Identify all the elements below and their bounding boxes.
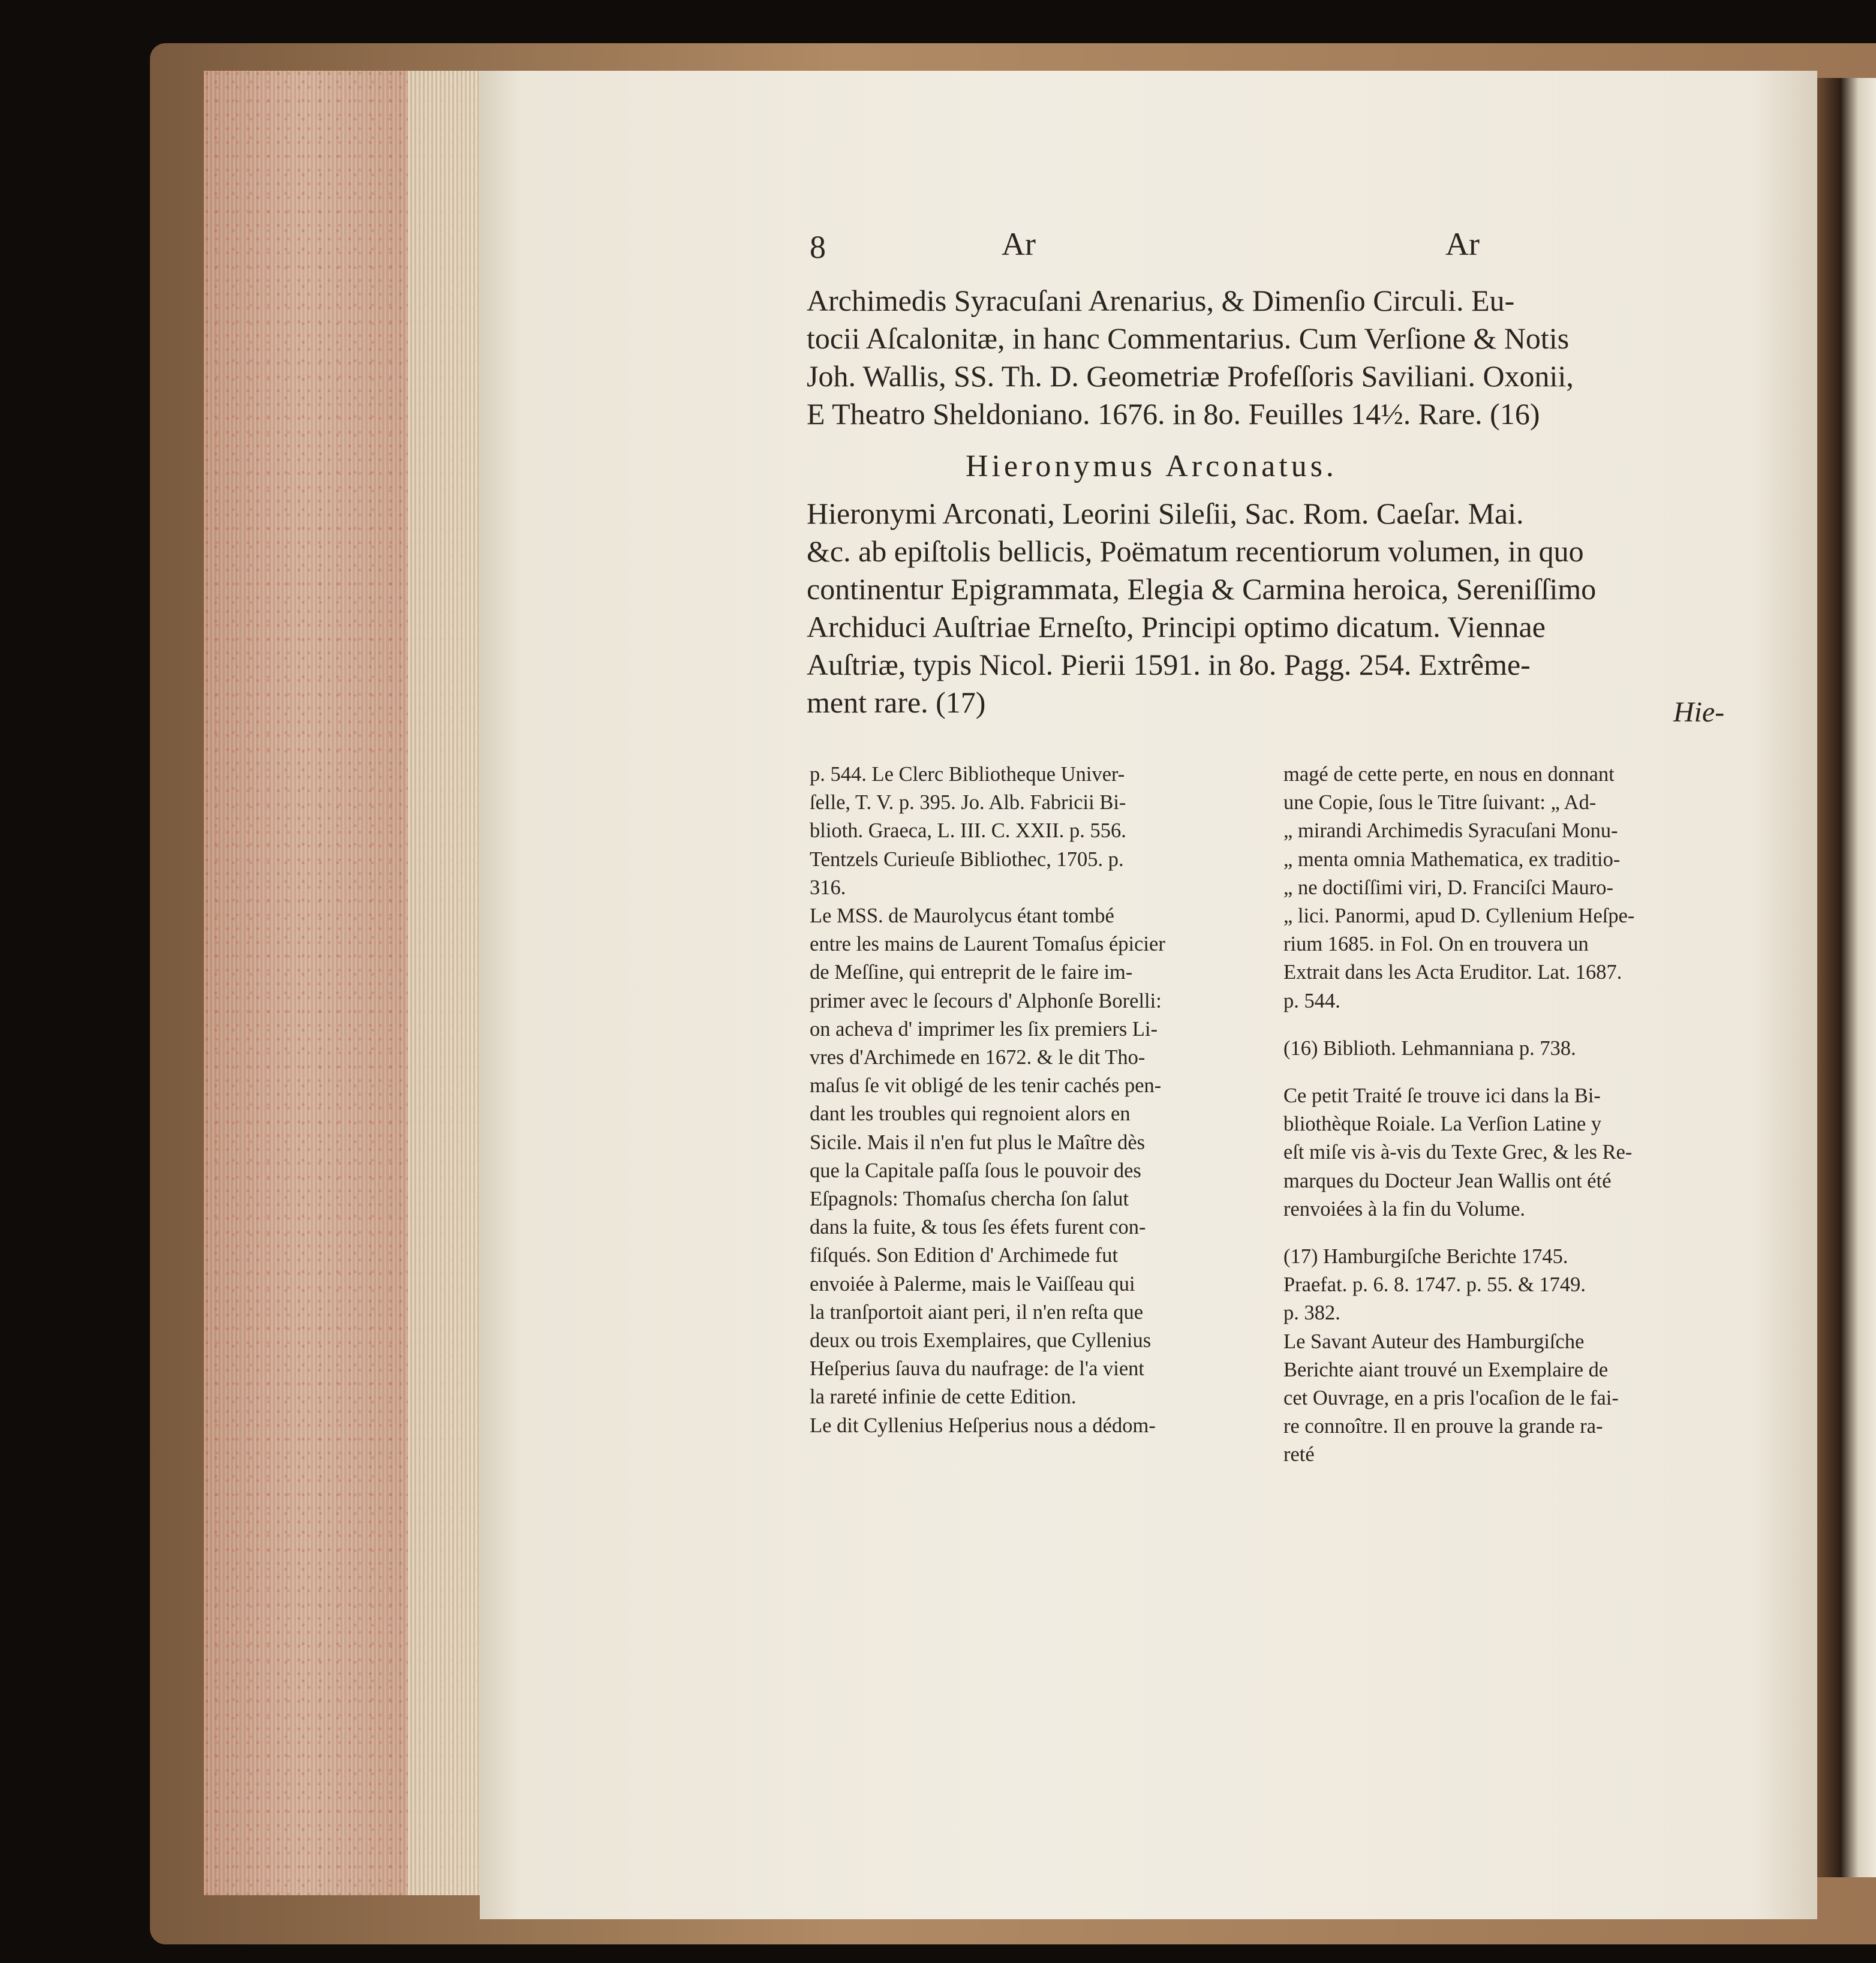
entry-line: ment rare. (17) [807, 686, 986, 719]
note-line: ſelle, T. V. p. 395. Jo. Alb. Fabricii Bi- [810, 791, 1126, 814]
note-line: eſt miſe vis à-vis du Texte Grec, & les Re- [1283, 1141, 1633, 1164]
entry-line: &c. ab epiſtolis bellicis, Poëmatum recentiorum volumen, in quo [807, 534, 1584, 568]
note-line: Eſpagnols: Thomaſus chercha ſon ſalut [810, 1188, 1129, 1211]
note-line: Berichte aiant trouvé un Exemplaire de [1283, 1358, 1609, 1381]
note-line: Le dit Cyllenius Heſperius nous a dédom- [810, 1414, 1156, 1437]
book-gutter [1817, 78, 1876, 1877]
catchword: Hie- [1673, 696, 1725, 728]
entry-line: Archiduci Auſtriae Erneſto, Principi optimo dicatum. Viennae [807, 610, 1546, 644]
note-line: p. 544. Le Clerc Bibliotheque Univer- [810, 763, 1125, 786]
note-line: magé de cette perte, en nous en donnant [1283, 763, 1615, 786]
note-line: (16) Biblioth. Lehmanniana p. 738. [1283, 1036, 1576, 1060]
note-line: „ ne doctiſſimi viri, D. Franciſci Mauro- [1283, 876, 1613, 899]
note-line: deux ou trois Exemplaires, que Cyllenius [810, 1329, 1152, 1352]
note-line: la rareté infinie de cette Edition. [810, 1385, 1077, 1409]
note-line: (17) Hamburgiſche Berichte 1745. [1283, 1245, 1568, 1268]
note-line: que la Capitale paſſa ſous le pouvoir des [810, 1159, 1141, 1182]
note-line: „ menta omnia Mathematica, ex traditio- [1283, 847, 1621, 871]
entry-line: Joh. Wallis, SS. Th. D. Geometriæ Profeſſoris Saviliani. Oxonii, [807, 359, 1574, 393]
note-line [1283, 1015, 1727, 1035]
note-line: Heſperius ſauva du naufrage: de l'a vient [810, 1357, 1144, 1381]
note-line: renvoiées à la fin du Volume. [1283, 1197, 1526, 1221]
note-line: re connoître. Il en prouve la grande ra- [1283, 1415, 1603, 1438]
note-line: „ mirandi Archimedis Syracuſani Monu- [1283, 819, 1618, 843]
running-head-left: Ar [1002, 226, 1036, 262]
entry-arconatus [807, 495, 1727, 722]
note-line: primer avec le ſecours d' Alphonſe Borelli: [810, 989, 1162, 1012]
entry-line: Hieronymi Arconati, Leorini Sileſii, Sac. Rom. Caeſar. Mai. [807, 497, 1524, 530]
note-line: entre les mains de Laurent Tomaſus épicier [810, 933, 1165, 956]
note-line: marques du Docteur Jean Wallis ont été [1283, 1169, 1612, 1192]
entry-line: Auſtriæ, typis Nicol. Pierii 1591. in 8o. Pagg. 254. Extrême- [807, 648, 1531, 681]
entry-line: Archimedis Syracuſani Arenarius, & Dimenſio Circuli. Eu- [807, 284, 1515, 317]
note-line: Sicile. Mais il n'en fut plus le Maître dès [810, 1131, 1146, 1154]
note-line: Tentzels Curieuſe Bibliothec, 1705. p. [810, 847, 1124, 871]
note-line: dans la fuite, & tous ſes éfets furent con- [810, 1216, 1146, 1239]
entry-line: tocii Aſcalonitæ, in hanc Commentarius. Cum Verſione & Notis [807, 321, 1570, 355]
note-line: on acheva d' imprimer les ſix premiers Li- [810, 1017, 1158, 1041]
note-line: envoiée à Palerme, mais le Vaiſſeau qui [810, 1272, 1135, 1295]
note-line: reté [1283, 1443, 1315, 1466]
note-line [1283, 1063, 1727, 1082]
note-line: fiſqués. Son Edition d' Archimede fut [810, 1244, 1119, 1267]
note-line: p. 382. [1283, 1301, 1340, 1325]
note-line: dant les troubles qui regnoient alors en [810, 1102, 1131, 1126]
section-heading: Hieronymus Arconatus. [966, 449, 1337, 483]
note-line: vres d'Archimede en 1672. & le dit Tho- [810, 1046, 1146, 1069]
note-line: rium 1685. in Fol. On en trouvera un [1283, 933, 1589, 956]
note-line: cet Ouvrage, en a pris l'ocaſion de le fai- [1283, 1387, 1619, 1410]
note-line: „ lici. Panormi, apud D. Cyllenium Heſpe- [1283, 904, 1635, 928]
note-line: 316. [810, 876, 846, 899]
note-line: Ce petit Traité ſe trouve ici dans la Bi- [1283, 1084, 1601, 1108]
note-line: de Meſſine, qui entreprit de le faire im- [810, 961, 1133, 984]
note-line: une Copie, ſous le Titre ſuivant: „ Ad- [1283, 791, 1597, 814]
note-line: Praefat. p. 6. 8. 1747. p. 55. & 1749. [1283, 1273, 1586, 1297]
page-number: 8 [810, 229, 826, 265]
notes-column-left [810, 760, 1253, 1440]
note-line: blioth. Graeca, L. III. C. XXII. p. 556. [810, 819, 1126, 843]
page-fore-edge [408, 71, 492, 1895]
note-line: p. 544. [1283, 989, 1340, 1012]
entry-line: continentur Epigrammata, Elegia & Carmina heroica, Sereniſſimo [807, 572, 1597, 606]
note-line: la tranſportoit aiant peri, il n'en reſta que [810, 1300, 1144, 1324]
note-line: Extrait dans les Acta Eruditor. Lat. 1687. [1283, 961, 1622, 984]
entry-archimedes [807, 282, 1727, 433]
entry-line: E Theatro Sheldoniano. 1676. in 8o. Feuilles 14½. Rare. (16) [807, 397, 1540, 431]
note-line: Le Savant Auteur des Hamburgiſche [1283, 1330, 1585, 1353]
running-head-right: Ar [1445, 226, 1480, 262]
note-line: Le MSS. de Maurolycus étant tombé [810, 904, 1114, 928]
note-line: bliothèque Roiale. La Verſion Latine y [1283, 1113, 1602, 1136]
notes-column-right [1283, 760, 1727, 1469]
note-line [1283, 1224, 1727, 1243]
note-line: maſus ſe vit obligé de les tenir cachés pen- [810, 1074, 1162, 1098]
